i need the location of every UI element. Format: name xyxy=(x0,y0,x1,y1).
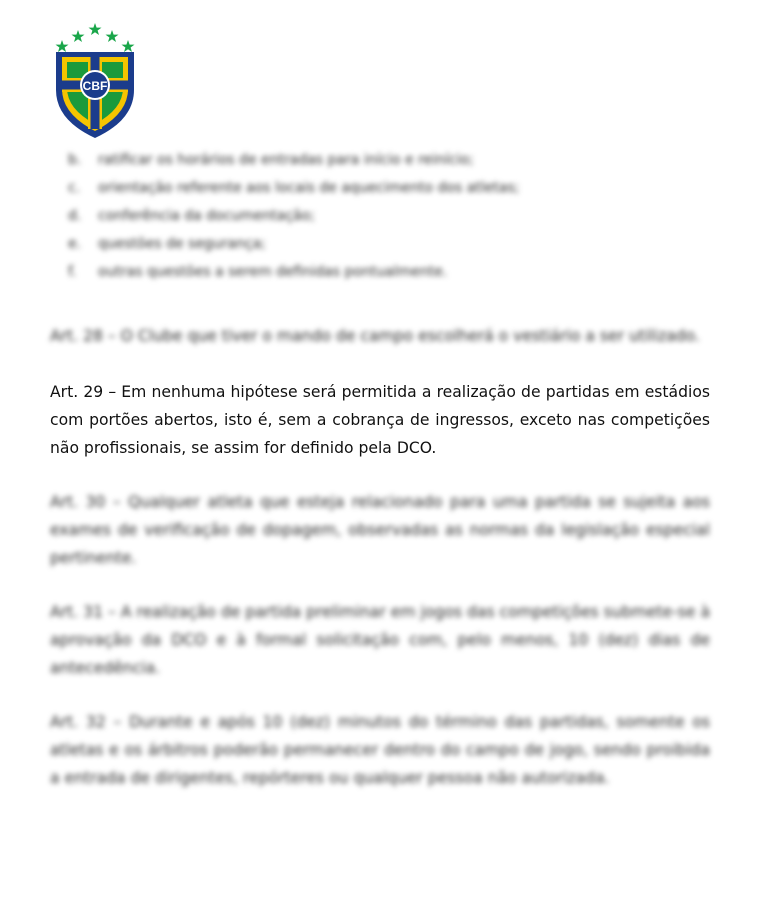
star-icon xyxy=(122,40,135,52)
list-item: d. conferência da documentação; xyxy=(68,208,315,224)
star-icon xyxy=(56,40,69,52)
star-icon xyxy=(72,30,85,42)
list-item: e. questões de segurança; xyxy=(68,236,266,252)
item-list xyxy=(68,146,708,286)
list-item: c. orientação referente aos locais de aquecimento dos atletas; xyxy=(68,180,520,196)
star-icon xyxy=(106,30,119,42)
star-icon xyxy=(89,23,102,35)
article-31: Art. 31 – A realização de partida preliminar em jogos das competições submete-se à aprovação da DCO e à formal solicitação com, pelo menos, 10 (dez) dias de antecedência. xyxy=(50,603,710,677)
article-29: Art. 29 – Em nenhuma hipótese será permitida a realização de partidas em estádios com portões abertos, isto é, sem a cobrança de ingressos, exceto nas competições não profissionais, se assim for definido pela DCO. xyxy=(50,383,710,457)
logo-text: CBF xyxy=(82,79,108,93)
cbf-crest-icon xyxy=(50,20,140,140)
article-30: Art. 30 – Qualquer atleta que esteja relacionado para uma partida se sujeita aos exames de verificação de dopagem, observadas as normas da legislação especial pertinente. xyxy=(50,493,710,567)
article-32: Art. 32 – Durante e após 10 (dez) minutos do término das partidas, somente os atletas e os árbitros poderão permanecer dentro do campo de jogo, sendo proibida a entrada de dirigentes, repórteres ou qualquer pessoa não autorizada. xyxy=(50,713,710,787)
article-28: Art. 28 – O Clube que tiver o mando de campo escolherá o vestiário a ser utilizado. xyxy=(50,327,700,345)
list-item: b. ratificar os horários de entradas para início e reinício; xyxy=(68,152,474,168)
list-item: f. outras questões a serem definidas pontualmente. xyxy=(68,264,448,280)
